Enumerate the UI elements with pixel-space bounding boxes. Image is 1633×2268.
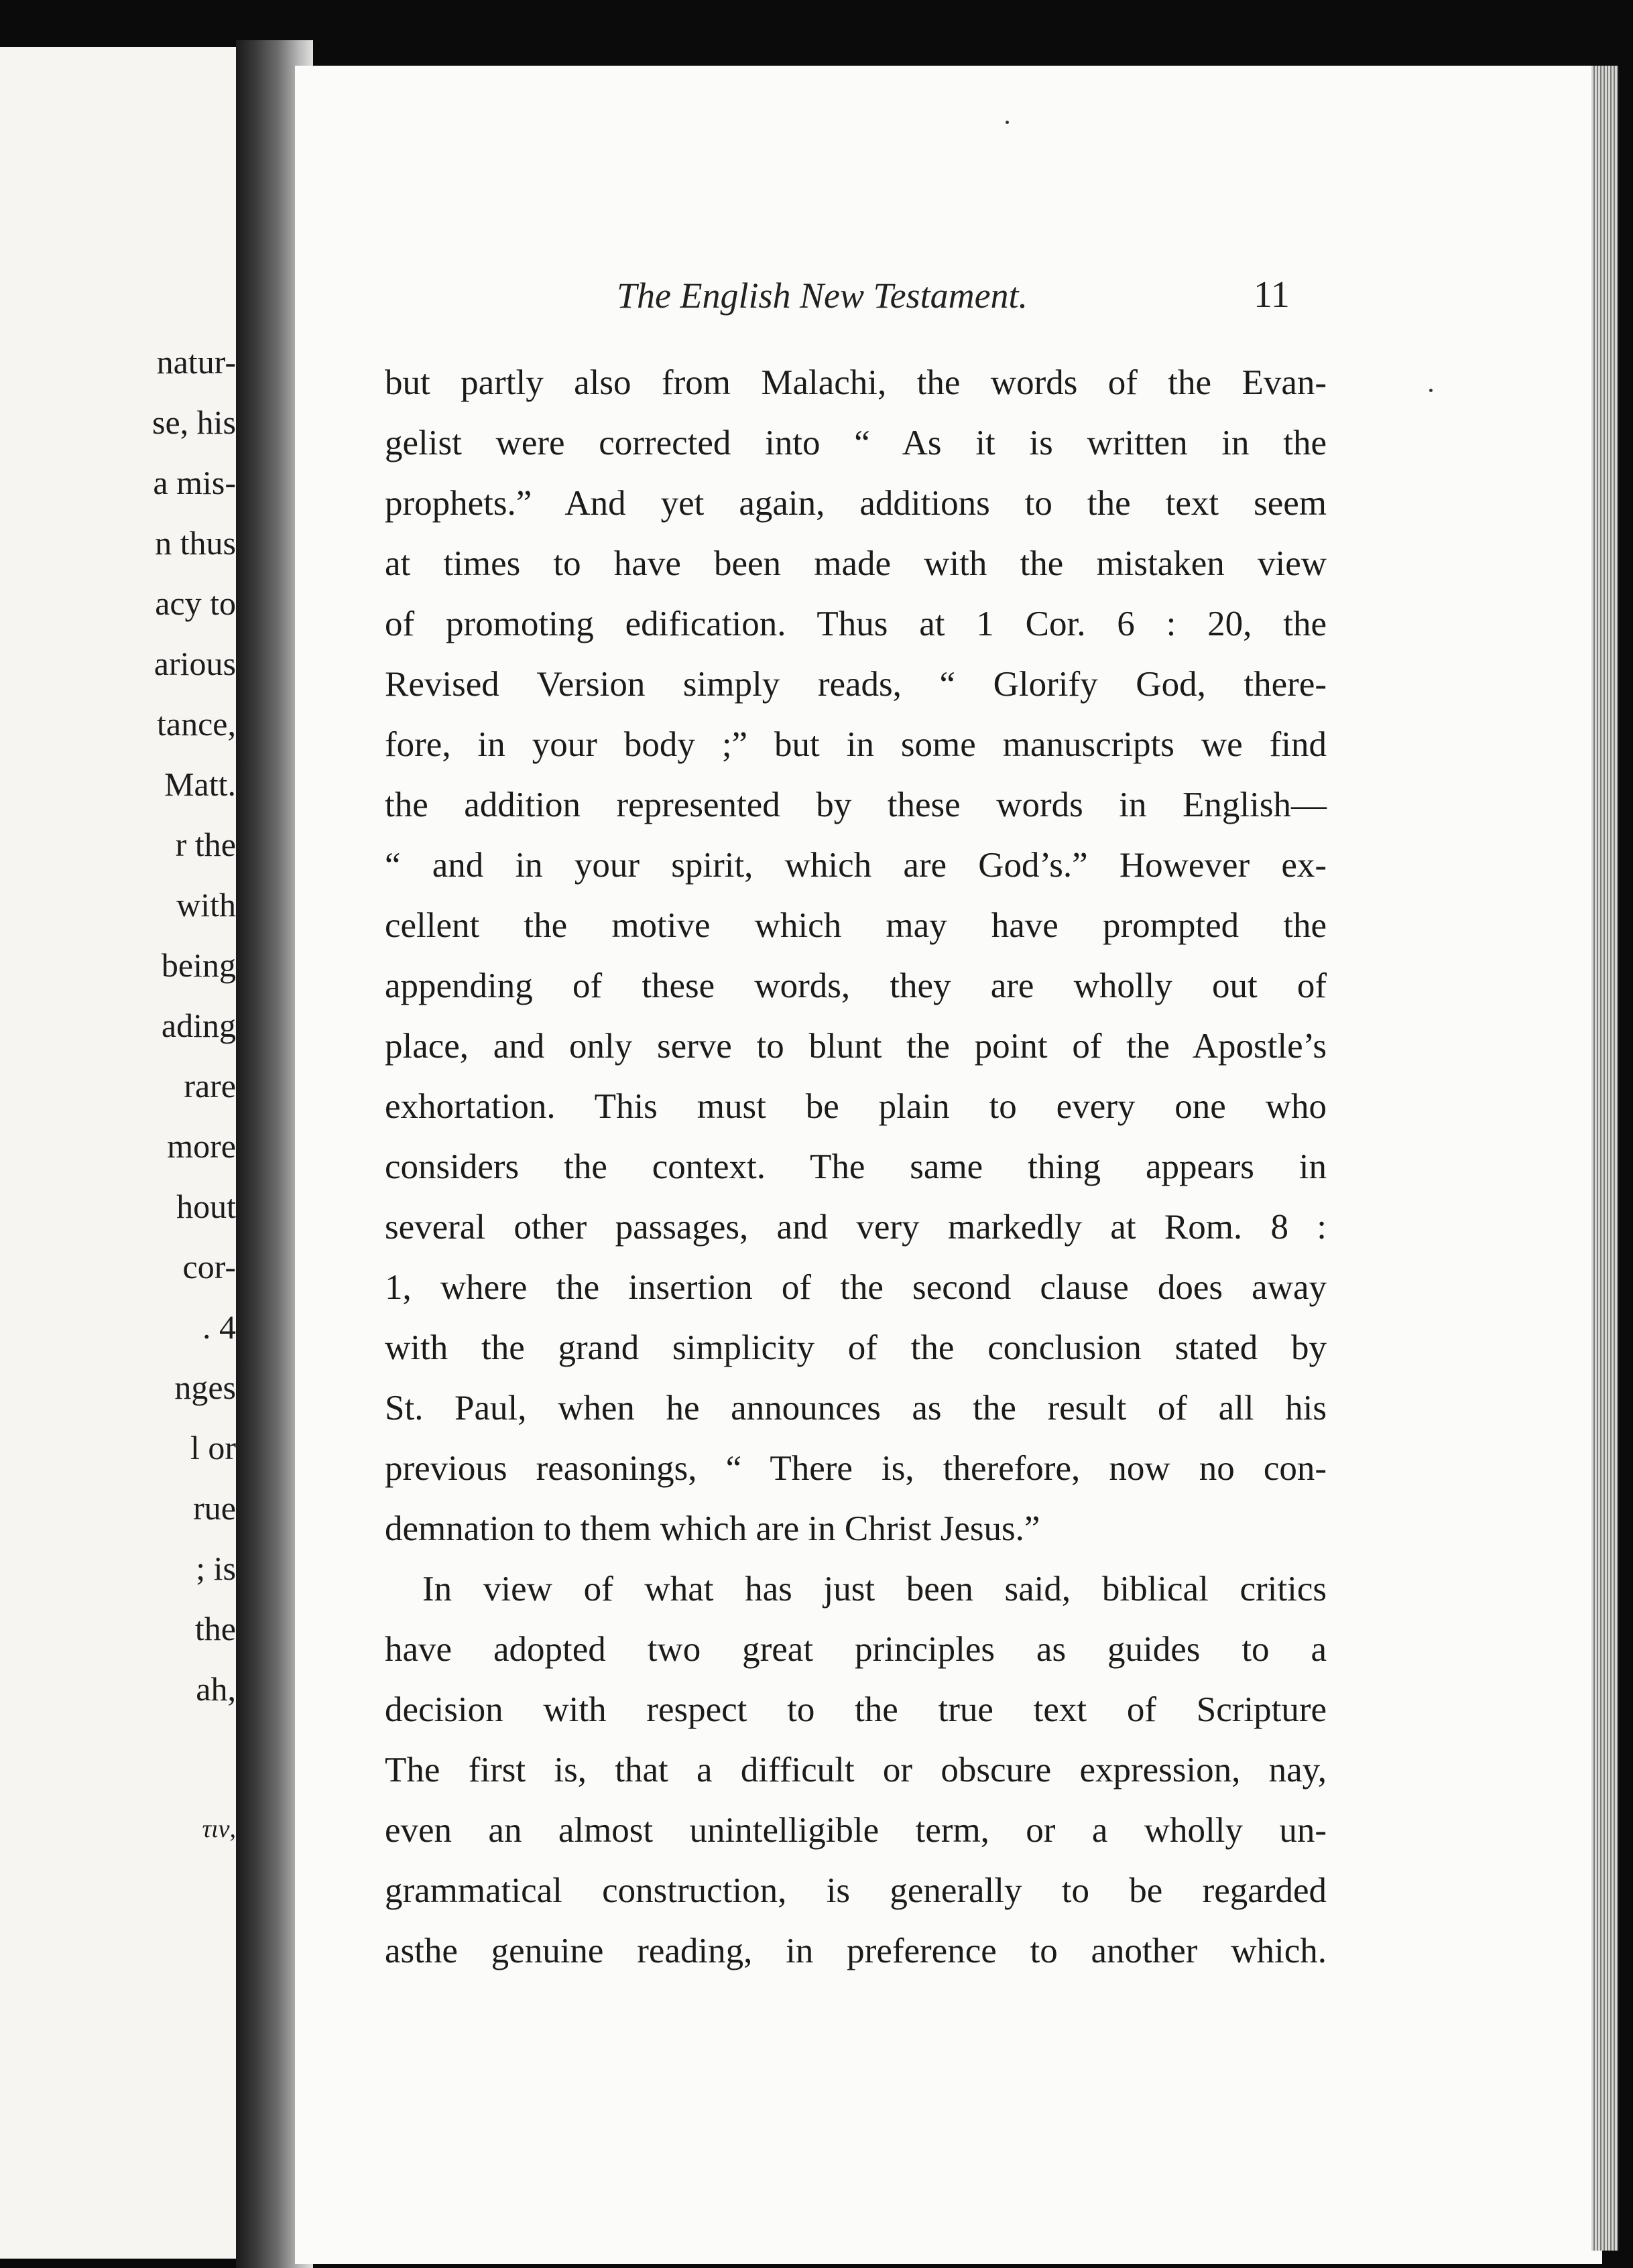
text-line: appending of these words, they are wholly out of <box>385 966 1327 1005</box>
left-page-fragment: hout <box>176 1188 236 1225</box>
text-line: fore, in your body ;” but in some manuscripts we find <box>385 725 1327 764</box>
text-line: have adopted two great principles as guides to a <box>385 1630 1327 1669</box>
left-page-fragment: arious <box>154 645 236 682</box>
text-line: gelist were corrected into “ As it is written in the <box>385 424 1327 462</box>
left-page-fragment: nges <box>174 1369 236 1406</box>
text-line: place, and only serve to blunt the point of the Apostle’s <box>385 1027 1327 1066</box>
text-line: at times to have been made with the mistaken view <box>385 544 1327 583</box>
left-page-fragment: being <box>161 946 236 984</box>
dust-speck <box>1006 121 1009 124</box>
page-edges <box>1591 66 1618 2251</box>
left-page-fragment: natur- <box>156 343 236 381</box>
text-line: demnation to them which are in Christ Jesus.” <box>385 1509 1040 1548</box>
dust-speck <box>1429 389 1433 392</box>
text-line: asthe genuine reading, in preference to another which. <box>385 1932 1327 1970</box>
text-line: even an almost unintelligible term, or a wholly un- <box>385 1811 1327 1850</box>
left-page-fragment: . 4 <box>202 1308 236 1346</box>
running-title: The English New Testament. <box>617 275 1028 316</box>
left-page-fragment: a mis- <box>153 464 236 501</box>
text-line: grammatical construction, is generally to be regarded <box>385 1871 1327 1910</box>
text-line: The first is, that a difficult or obscure expression, nay, <box>385 1751 1327 1789</box>
text-line: St. Paul, when he announces as the result of all his <box>385 1389 1327 1428</box>
left-page-fragment: ading <box>161 1007 236 1044</box>
previous-page <box>0 47 236 2259</box>
text-line: considers the context. The same thing appears in <box>385 1147 1327 1186</box>
left-page-fragment: with <box>176 886 236 924</box>
left-page-fragment: the <box>194 1610 236 1647</box>
text-line: prophets.” And yet again, additions to the text seem <box>385 484 1327 523</box>
page-number: 11 <box>1254 274 1290 316</box>
left-page-fragment: Matt. <box>164 765 236 803</box>
left-page-fragment: rue <box>193 1489 236 1527</box>
left-page-fragment: τιν, <box>202 1815 236 1843</box>
left-page-fragment: se, his <box>152 403 236 441</box>
text-line: cellent the motive which may have prompted the <box>385 906 1327 945</box>
left-page-fragment: ah, <box>196 1670 236 1708</box>
left-page-fragment: rare <box>184 1067 236 1105</box>
left-page-fragment: cor- <box>182 1248 236 1285</box>
text-line: In view of what has just been said, biblical critics <box>422 1570 1327 1609</box>
text-line: decision with respect to the true text of Scripture <box>385 1690 1327 1729</box>
text-line: exhortation. This must be plain to every one who <box>385 1087 1327 1126</box>
text-line: but partly also from Malachi, the words of the Evan- <box>385 363 1327 402</box>
left-page-fragment: tance, <box>157 705 236 743</box>
left-page-fragment: n thus <box>155 524 236 562</box>
text-line: with the grand simplicity of the conclusion stated by <box>385 1328 1327 1367</box>
text-line: of promoting edification. Thus at 1 Cor. 6 : 20, the <box>385 605 1327 643</box>
left-page-fragment: acy to <box>155 584 236 622</box>
left-page-fragment: ; is <box>196 1550 236 1587</box>
text-line: 1, where the insertion of the second clause does away <box>385 1268 1327 1307</box>
left-page-fragment: l or <box>190 1429 236 1466</box>
left-page-fragment: r the <box>175 826 236 863</box>
text-line: Revised Version simply reads, “ Glorify God, there- <box>385 665 1327 704</box>
text-line: previous reasonings, “ There is, therefore, now no con- <box>385 1449 1327 1488</box>
text-line: several other passages, and very markedly at Rom. 8 : <box>385 1208 1327 1247</box>
text-line: the addition represented by these words in English— <box>385 785 1327 824</box>
text-line: “ and in your spirit, which are God’s.” However ex- <box>385 846 1327 885</box>
left-page-fragment: more <box>167 1127 236 1165</box>
